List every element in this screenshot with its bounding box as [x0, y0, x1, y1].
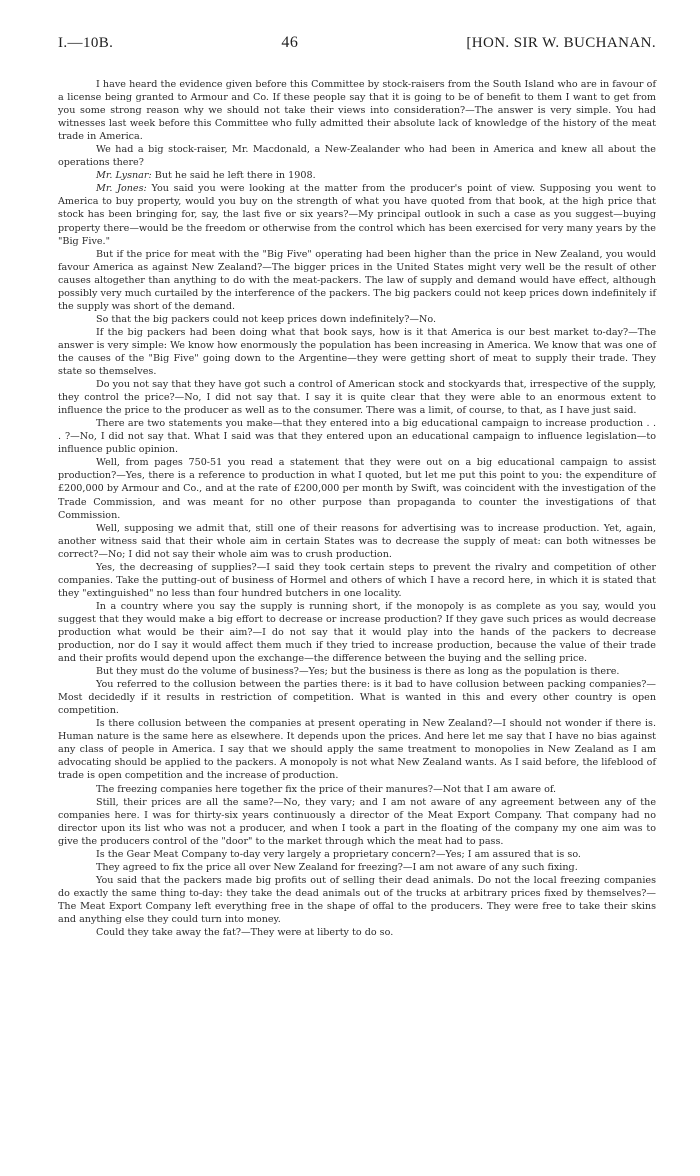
paragraph-text: In a country where you say the supply is running short, if the monopoly is as complete as you say, would you suggest that they would make a big effort to decrease or increase production? If they gave such prices as would decrease production what would be their aim?—I do not say that it would play into the hands of the packers to decrease production, nor do I say it would affect them much if they tried to increase production, because the value of their trade and their profits would depend upon the exchange—the difference between the buying and the selling price.	[58, 600, 656, 665]
paragraph	[58, 600, 656, 665]
paragraph	[58, 926, 656, 939]
paragraph-text: You said you were looking at the matter from the producer's point of view. Supposing you went to America to buy property, would you buy on the strength of what you have quoted from that book, at the high price that stock has been bringing for, say, the last five or six years?—My principal outlook in such a case as you suggest—buying property there—would be the freedom or otherwise from the control which has been exercised for very many years by the "Big Five."	[58, 183, 656, 247]
paragraph	[58, 456, 656, 521]
paragraph-text: Still, their prices are all the same?—No, they vary; and I am not aware of any agreement between any of the companies here. I was for thirty-six years continuously a director of the Meat Export Company. That company had no director upon its list who was not a producer, and when I took a part in the floating of the company my one aim was to give the producers control of the "door" to the market through which the meat had to pass.	[58, 796, 656, 847]
paragraph	[58, 783, 656, 796]
paragraph	[58, 861, 656, 874]
paragraph-text: There are two statements you make—that they entered into a big educational campaign to increase production . . . ?—No, I did not say that. What I said was that they entered upon an educational campaign to influence legislation—to influence public opinion.	[58, 418, 656, 456]
paragraph	[58, 248, 656, 313]
paragraph	[58, 326, 656, 378]
paragraph-text: So that the big packers could not keep prices down indefinitely?—No.	[96, 313, 437, 325]
paragraph-text: Is there collusion between the companies at present operating in New Zealand?—I should not wonder if there is. Human nature is the same here as elsewhere. It depends upon the prices. And here let me say that I have no bias against any class of people in America. I say that we should apply the same treatment to monopolies in New Zealand as I am advocating should be applied to the packers. A monopoly is not what New Zealand wants. As I said before, the lifeblood of trade is open competition and the increase of production.	[58, 718, 656, 782]
paragraph-text: I have heard the evidence given before this Committee by stock-raisers from the South Island who are in favour of a license being granted to Armour and Co. If these people say that it is going to be of benefit to them I want to get from you some strong reason why we should not take their views into consideration?—The answer is very simple. You had witnesses last week before this Committee who fully admitted their absolute lack of knowledge of the history of the meat trade in America.	[58, 79, 656, 143]
paragraph-text: The freezing companies here together fix the price of their manures?—Not that I am aware of.	[96, 783, 557, 795]
speaker-label: Mr. Lysnar:	[96, 170, 152, 182]
paragraph	[58, 378, 656, 417]
paragraph	[58, 522, 656, 561]
paragraph	[58, 143, 656, 169]
paragraph	[58, 182, 656, 247]
paragraph-text: You referred to the collusion between the parties there: is it bad to have collusion between packing companies?—Most decidedly if it results in restriction of competition. What is wanted in this and every other country is open competition.	[58, 679, 656, 717]
paragraph	[58, 665, 656, 678]
paragraph-text: Could they take away the fat?—They were at liberty to do so.	[96, 927, 394, 939]
paragraph-text: They agreed to fix the price all over New Zealand for freezing?—I am not aware of any such fixing.	[96, 861, 578, 873]
paragraph	[58, 678, 656, 717]
witness-name: [HON. SIR W. BUCHANAN.	[466, 35, 656, 51]
paragraph-text: We had a big stock-raiser, Mr. Macdonald, a New-Zealander who had been in America and knew all about the operations there?	[58, 144, 656, 169]
evidence-body	[58, 78, 656, 939]
page-header	[58, 34, 656, 52]
paragraph-text: If the big packers had been doing what that book says, how is it that America is our best market to-day?—The answer is very simple: We know how enormously the population has been increasing in America. We know that was one of the causes of the "Big Five" going down to the Argentine—they were getting short of meat to supply their trade. They state so themselves.	[58, 326, 656, 378]
speaker-label: Mr. Jones:	[96, 183, 147, 195]
paragraph-text: Is the Gear Meat Company to-day very largely a proprietary concern?—Yes; I am assured that is so.	[96, 848, 581, 860]
paragraph	[58, 169, 656, 182]
paragraph-text: Yes, the decreasing of supplies?—I said they took certain steps to prevent the rivalry and competition of other companies. Take the putting-out of business of Hormel and others of which I have a record here, in which it is stated that they "extinguished" no less than four hundred butchers in one locality.	[58, 561, 656, 599]
paragraph	[58, 313, 656, 326]
paragraph	[58, 561, 656, 600]
paragraph	[58, 848, 656, 861]
paragraph	[58, 717, 656, 782]
paragraph-text: Well, from pages 750-51 you read a statement that they were out on a big educational campaign to assist production?—Yes, there is a reference to production in what I quoted, but let me put this point to you: the expenditure of £200,000 by Armour and Co., and at the rate of £200,000 per month by Swift, was coincident with the investigation of the Trade Commission, and was meant for no other purpose than propaganda to counter the investigations of that Commission.	[58, 457, 656, 521]
paragraph-text: But they must do the volume of business?—Yes; but the business is there as long as the population is there.	[96, 666, 620, 678]
paragraph-text: But if the price for meat with the "Big Five" operating had been higher than the price in New Zealand, you would favour America as against New Zealand?—The bigger prices in the United States might very well be the result of other causes altogether than anything to do with the meat-packers. The law of supply and demand would have effect, although possibly very much curtailed by the interference of the packers. The big packers could not keep prices down indefinitely if the supply was short of the demand.	[58, 248, 656, 312]
paragraph-text: You said that the packers made big profits out of selling their dead animals. Do not the local freezing companies do exactly the same thing to-day: they take the dead animals out of the trucks at arbitrary prices fixed by themselves?—The Meat Export Company left everything free in the shape of offal to the producers. They were free to take their skins and anything else they could turn into money.	[58, 874, 656, 925]
paragraph-text: Do you not say that they have got such a control of American stock and stockyards that, irrespective of the supply, they control the price?—No, I did not say that. I say it is quite clear that they were able to an enormous extent to influence the price to the producer as well as to the consumer. There was a limit, of course, to that, as I have just said.	[58, 379, 656, 417]
paragraph-text: Well, supposing we admit that, still one of their reasons for advertising was to increase production. Yet, again, another witness said that their whole aim in certain States was to decrease the supply of meat: can both witnesses be correct?—No; I did not say their whole aim was to crush production.	[58, 522, 656, 560]
paper-reference: I.—10B.	[58, 35, 114, 51]
paragraph-text: But he said he left there in 1908.	[154, 170, 316, 182]
paragraph	[58, 874, 656, 926]
page-number: 46	[281, 34, 299, 51]
paragraph	[58, 78, 656, 143]
paragraph	[58, 417, 656, 456]
paragraph	[58, 796, 656, 848]
